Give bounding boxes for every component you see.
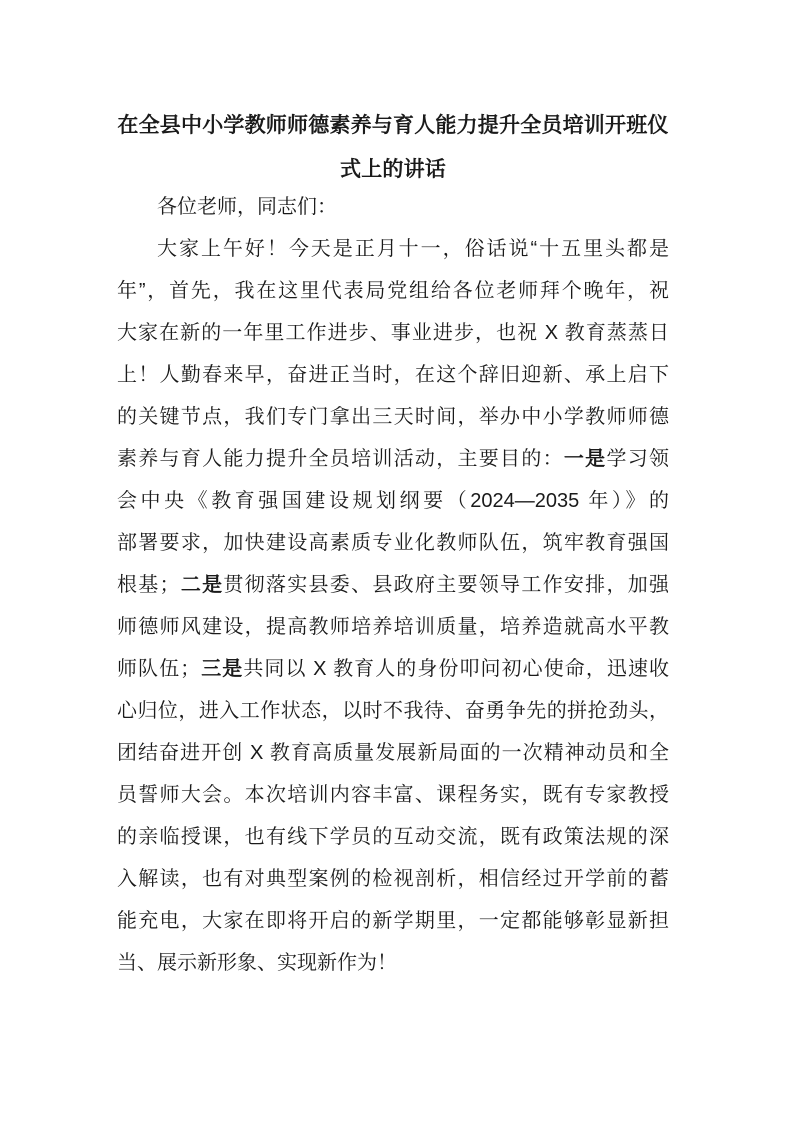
bold-text-segment: 二是: [179, 574, 224, 596]
document-body: [117, 186, 669, 984]
document-content: [117, 0, 669, 1122]
text-line: [117, 732, 669, 774]
text-segment: 师队伍；: [117, 658, 201, 680]
text-segment: 各位老师，同志们：: [157, 196, 337, 218]
title-line-2: 式上的讲话: [340, 158, 446, 181]
text-segment: 大家上午好！今天是正月十一，俗话说“十五里头都是: [157, 238, 669, 260]
text-segment: 的关键节点，我们专门拿出三天时间，举办中小学教师师德: [117, 406, 669, 428]
text-line: [117, 942, 669, 984]
text-line: [117, 690, 669, 732]
text-line: [117, 774, 669, 816]
text-segment: 的亲临授课，也有线下学员的互动交流，既有政策法规的深: [117, 826, 669, 848]
text-segment: 会中央《教育强国建设规划纲要（2024—2035 年）》的: [117, 490, 669, 512]
text-segment: 素养与育人能力提升全员培训活动，主要目的：: [117, 448, 564, 470]
text-segment: 团结奋进开创 X 教育高质量发展新局面的一次精神动员和全: [117, 742, 669, 764]
text-segment: 当、展示新形象、实现新作为！: [117, 952, 397, 974]
text-line: [117, 396, 669, 438]
bold-text-segment: 一是: [563, 448, 607, 470]
text-line: [117, 606, 669, 648]
text-line: [117, 648, 669, 690]
text-segment: 年”，首先，我在这里代表局党组给各位老师拜个晚年，祝: [117, 280, 669, 302]
text-line: [117, 438, 669, 480]
text-segment: 大家在新的一年里工作进步、事业进步，也祝 X 教育蒸蒸日: [117, 322, 669, 344]
text-line: [117, 354, 669, 396]
text-line: [117, 480, 669, 522]
text-segment: 贯彻落实县委、县政府主要领导工作安排，加强: [223, 574, 669, 596]
text-segment: 员誓师大会。本次培训内容丰富、课程务实，既有专家教授: [117, 784, 669, 806]
text-segment: 师德师风建设，提高教师培养培训质量，培养造就高水平教: [117, 616, 669, 638]
text-segment: 上！人勤春来早，奋进正当时，在这个辞旧迎新、承上启下: [117, 364, 669, 386]
text-segment: 心归位，进入工作状态，以时不我待、奋勇争先的拼抢劲头，: [117, 700, 669, 722]
bold-text-segment: 三是: [200, 658, 244, 680]
text-segment: 根基；: [117, 574, 180, 596]
text-line: [117, 522, 669, 564]
text-segment: 入解读，也有对典型案例的检视剖析，相信经过开学前的蓄: [117, 868, 669, 890]
text-line: [117, 312, 669, 354]
text-line: [117, 858, 669, 900]
text-segment: 能充电，大家在即将开启的新学期里，一定都能够彰显新担: [117, 910, 669, 932]
text-line: [117, 228, 669, 270]
text-segment: 学习领: [606, 448, 669, 470]
title-line-1: 在全县中小学教师师德素养与育人能力提升全员培训开班仪: [117, 114, 669, 137]
text-line: [117, 186, 669, 228]
text-line: [117, 816, 669, 858]
text-line: [117, 564, 669, 606]
text-segment: 部署要求，加快建设高素质专业化教师队伍，筑牢教育强国: [117, 532, 669, 554]
text-segment: 共同以 X 教育人的身份叩问初心使命，迅速收: [243, 658, 669, 680]
text-line: [117, 270, 669, 312]
text-line: [117, 900, 669, 942]
document-title: [117, 104, 669, 192]
